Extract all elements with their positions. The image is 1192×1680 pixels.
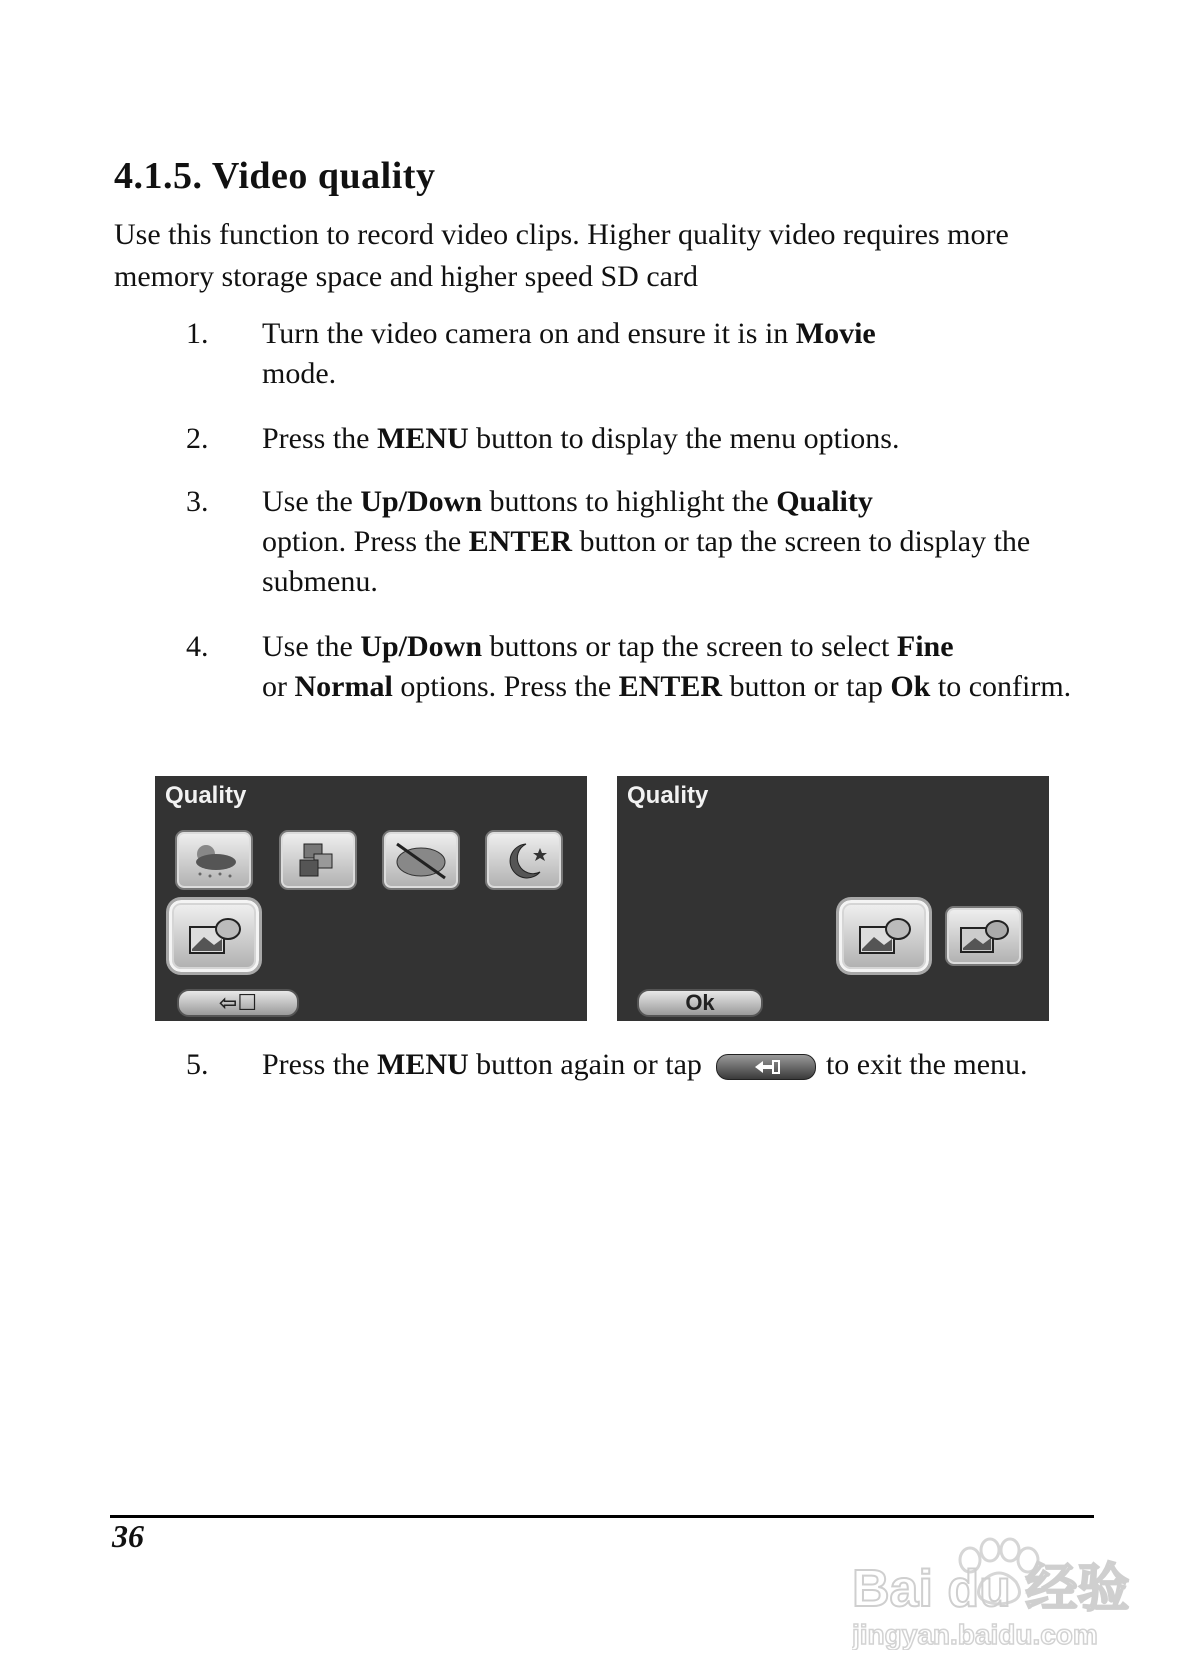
step-number: 1. bbox=[186, 317, 209, 350]
step-number: 2. bbox=[186, 422, 209, 455]
fine-quality-option[interactable] bbox=[839, 900, 929, 972]
night-moon-icon[interactable] bbox=[485, 830, 563, 890]
step-text: Use the Up/Down buttons to highlight the Quality option. Press the ENTER button or tap the screen to display the submenu. bbox=[262, 485, 1031, 598]
baidu-watermark bbox=[852, 1520, 1142, 1650]
step-number: 5. bbox=[186, 1048, 209, 1081]
watermark-url: jingyan.baidu.com bbox=[852, 1619, 1098, 1650]
footer-rule bbox=[110, 1515, 1094, 1518]
step-number: 4. bbox=[186, 630, 209, 663]
quality-submenu-screen bbox=[617, 776, 1049, 1021]
ok-button[interactable]: Ok bbox=[637, 989, 763, 1017]
normal-quality-option[interactable] bbox=[945, 906, 1023, 966]
step-text: Press the MENU button again or tap to exit the menu. bbox=[262, 1048, 1028, 1081]
quality-menu-screen bbox=[155, 776, 587, 1021]
step-text: Use the Up/Down buttons or tap the screen to select Fine or Normal options. Press the ENTER button or tap Ok to confirm. bbox=[262, 630, 1072, 703]
inline-back-button-icon bbox=[716, 1054, 816, 1080]
intro-paragraph: Use this function to record video clips. Higher quality video requires more memory storage space and higher speed SD card bbox=[114, 218, 1009, 293]
back-arrow-icon: ⇦☐ bbox=[218, 990, 258, 1015]
section-heading: 4.1.5. Video quality bbox=[114, 155, 436, 197]
video-quality-icon[interactable] bbox=[169, 900, 259, 972]
no-flash-icon[interactable] bbox=[382, 830, 460, 890]
weather-icon[interactable] bbox=[175, 830, 253, 890]
screen-title: Quality bbox=[165, 782, 247, 809]
step-number: 3. bbox=[186, 485, 209, 518]
step-text: Press the MENU button to display the menu options. bbox=[262, 422, 900, 455]
page-number: 36 bbox=[112, 1518, 144, 1554]
cubes-icon[interactable] bbox=[279, 830, 357, 890]
watermark-brand: Bai du 经验 bbox=[852, 1560, 1130, 1618]
back-button[interactable] bbox=[177, 989, 299, 1017]
step-text: Turn the video camera on and ensure it is in Movie mode. bbox=[262, 317, 876, 390]
screen-title: Quality bbox=[627, 782, 709, 809]
